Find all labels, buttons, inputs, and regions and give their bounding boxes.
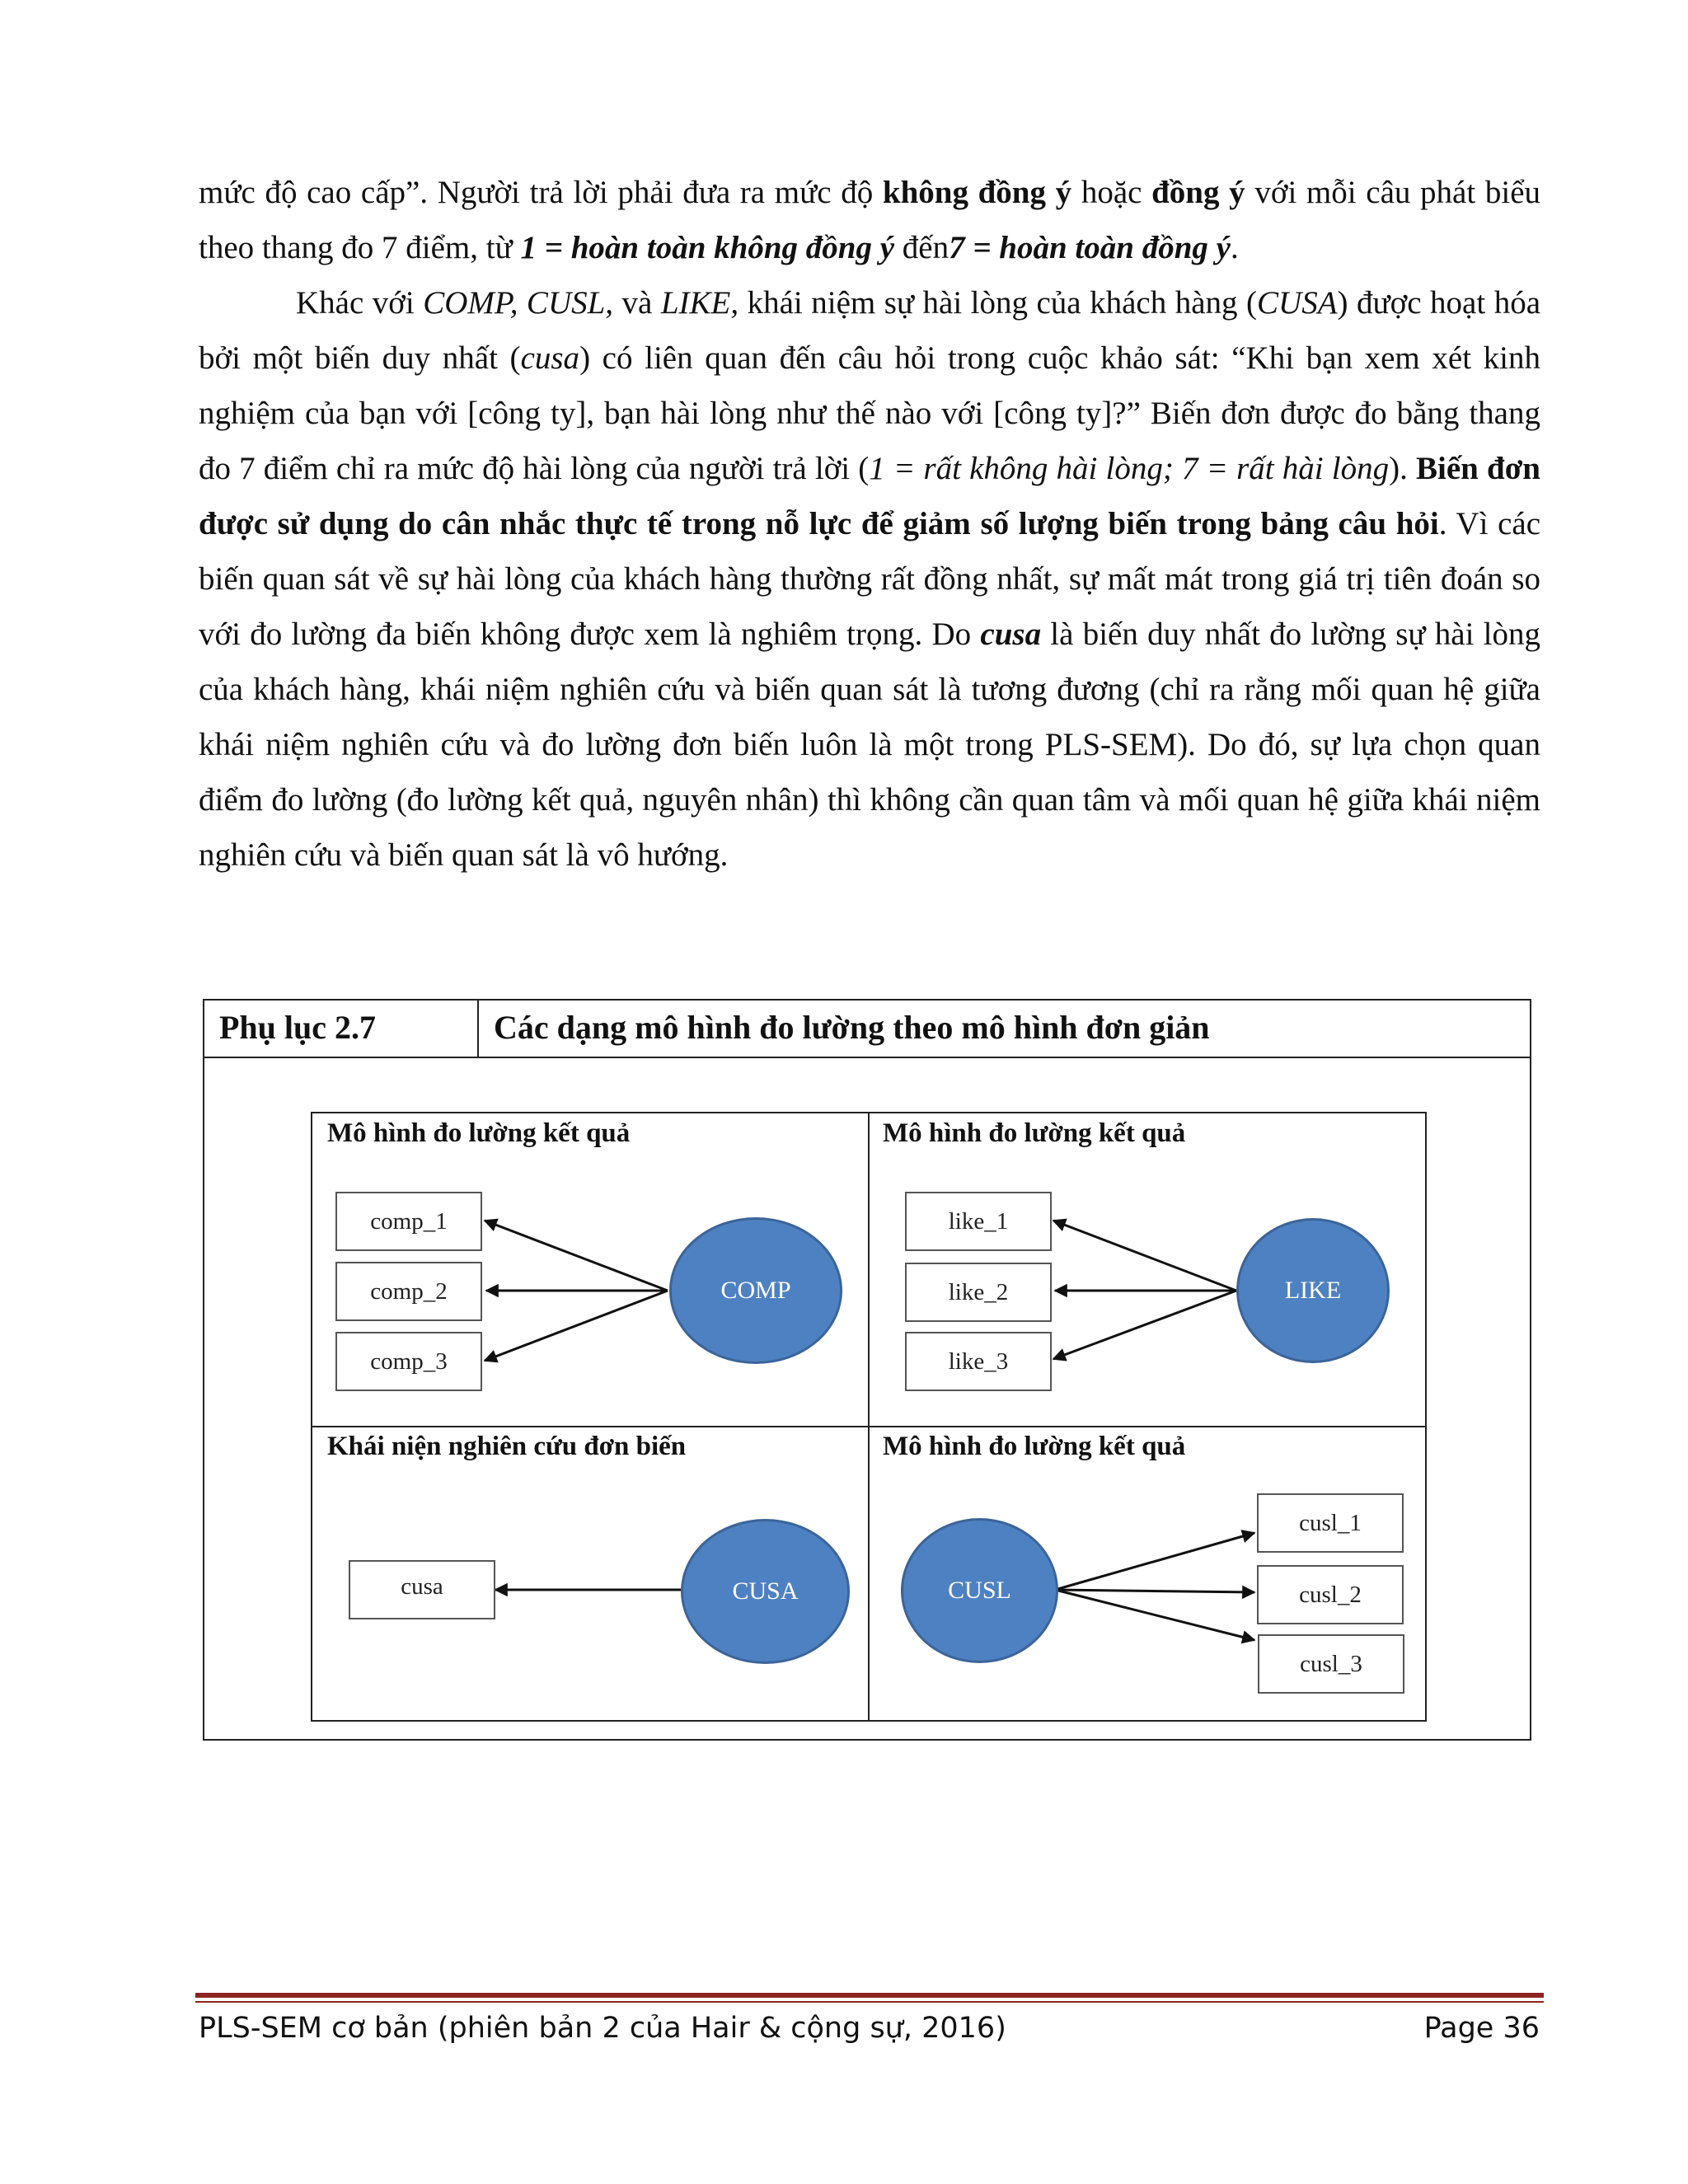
bold-run: Biến đơn được sử dụng do cân nhắc thực tế trong nỗ lực để giảm số lượng biến trong bảng câu hỏi bbox=[199, 451, 1540, 541]
exhibit-label: Phụ lục 2.7 bbox=[204, 1001, 479, 1057]
text-run: đến bbox=[894, 230, 950, 265]
bold-run: không đồng ý bbox=[882, 175, 1072, 210]
footer-page-number: Page 36 bbox=[1423, 2012, 1540, 2045]
italic-run: 1 = rất không hài lòng; 7 = rất hài lòng bbox=[869, 451, 1390, 486]
construct-ellipse-cusa: CUSA bbox=[681, 1519, 850, 1664]
arrow-cusl-1 bbox=[1055, 1533, 1254, 1590]
text-run: ). bbox=[1389, 451, 1416, 486]
footer-rule bbox=[195, 1993, 1544, 1998]
construct-ellipse-like: LIKE bbox=[1236, 1218, 1390, 1363]
text-run: hoặc bbox=[1071, 175, 1152, 210]
footer-rule-thin bbox=[195, 2001, 1544, 2003]
indicator-box-comp-3: comp_3 bbox=[335, 1332, 482, 1391]
arrow-comp-1 bbox=[485, 1221, 668, 1291]
bold-italic-run: 7 = hoàn toàn đồng ý bbox=[949, 230, 1231, 265]
italic-run: COMP, CUSL, bbox=[423, 285, 614, 321]
text-run: mức độ cao cấp”. Người trả lời phải đưa ra mức độ bbox=[199, 175, 883, 210]
indicator-box-comp-2: comp_2 bbox=[335, 1262, 482, 1321]
italic-run: CUSA bbox=[1257, 285, 1338, 321]
arrow-like-3 bbox=[1053, 1291, 1236, 1359]
indicator-box-like-3: like_3 bbox=[905, 1332, 1052, 1391]
indicator-box-cusl-1: cusl_1 bbox=[1257, 1493, 1404, 1553]
text-run: ) có liên quan đến câu hỏi trong cuộc khảo sát: “Khi bạn xem xét kinh nghiệm của bạn với [công ty], bạn hài lòng như thế nào với [công ty]?” Biến đơn được đo bằng thang đo 7 điểm chỉ ra mức độ hài lòng của người trả lời ( bbox=[199, 340, 1540, 486]
indicator-box-like-2: like_2 bbox=[905, 1263, 1052, 1322]
text-run: và bbox=[613, 285, 661, 321]
panel-title-comp: Mô hình đo lường kết quả bbox=[327, 1118, 631, 1148]
italic-run: LIKE, bbox=[660, 285, 739, 321]
panel-title-cusl: Mô hình đo lường kết quả bbox=[883, 1432, 1186, 1461]
bold-run: đồng ý bbox=[1151, 175, 1245, 210]
footer-running-title: PLS-SEM cơ bản (phiên bản 2 của Hair & cộng sự, 2016) bbox=[199, 2012, 1006, 2045]
text-run: khái niệm sự hài lòng của khách hàng ( bbox=[738, 285, 1258, 321]
construct-ellipse-cusl: CUSL bbox=[901, 1518, 1058, 1663]
text-run: . bbox=[1230, 230, 1239, 265]
arrow-comp-3 bbox=[485, 1291, 668, 1361]
indicator-box-like-1: like_1 bbox=[905, 1192, 1052, 1251]
panel-title-cusa: Khái niện nghiên cứu đơn biến bbox=[327, 1432, 687, 1461]
construct-ellipse-comp: COMP bbox=[669, 1217, 842, 1364]
arrow-cusl-3 bbox=[1055, 1590, 1254, 1640]
bold-italic-run: 1 = hoàn toàn không đồng ý bbox=[520, 230, 895, 265]
bold-italic-run: cusa bbox=[980, 616, 1042, 652]
italic-run: cusa bbox=[520, 340, 580, 376]
panel-title-like: Mô hình đo lường kết quả bbox=[883, 1118, 1186, 1148]
indicator-box-cusa: cusa bbox=[349, 1560, 495, 1619]
text-run: . Vì các biến quan sát về sự hài lòng của khách hàng thường rất đồng nhất, sự mất mát trong giá trị tiên đoán so với đo lường đa biến không được xem là nghiêm trọng. Do bbox=[199, 506, 1540, 652]
indicator-box-cusl-2: cusl_2 bbox=[1257, 1565, 1404, 1624]
exhibit-title: Các dạng mô hình đo lường theo mô hình đơn giản bbox=[494, 1009, 1210, 1046]
arrow-like-1 bbox=[1053, 1221, 1236, 1291]
text-run: là biến duy nhất đo lường sự hài lòng của khách hàng, khái niệm nghiên cứu và biến quan sát là tương đương (chỉ ra rằng mối quan hệ giữa khái niệm nghiên cứu và đo lường đơn biến luôn là một trong PLS-SEM). Do đó, sự lựa chọn quan điểm đo lường (đo lường kết quả, nguyên nhân) thì không cần quan tâm và mối quan hệ giữa khái niệm nghiên cứu và biến quan sát là vô hướng. bbox=[199, 616, 1540, 873]
text-run: Khác với bbox=[296, 285, 424, 321]
indicator-box-comp-1: comp_1 bbox=[335, 1192, 482, 1251]
arrow-cusl-2 bbox=[1055, 1590, 1254, 1592]
text-run: ) được hoạt hóa bởi một biến duy nhất ( bbox=[199, 285, 1541, 376]
indicator-box-cusl-3: cusl_3 bbox=[1258, 1634, 1404, 1694]
text-run: với mỗi câu phát biểu theo thang đo 7 điểm, từ bbox=[199, 175, 1540, 265]
